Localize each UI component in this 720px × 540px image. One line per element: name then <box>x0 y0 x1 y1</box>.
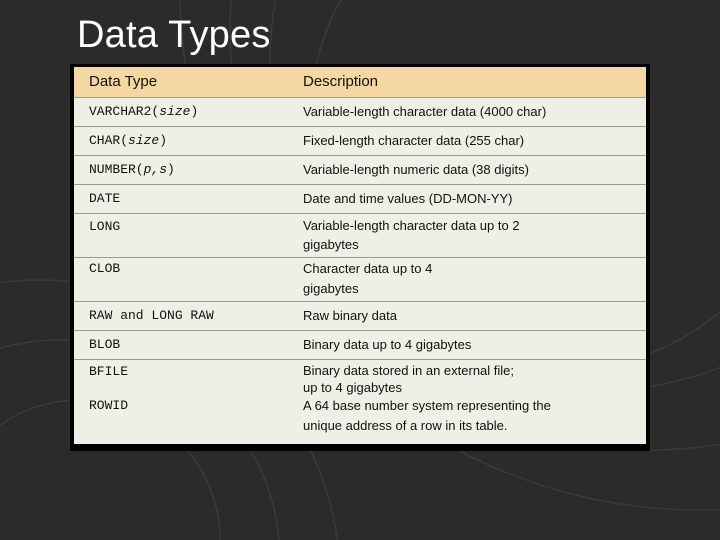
row-description: Binary data stored in an external file; up to 4 gigabytes <box>286 359 646 396</box>
type-name: CHAR( <box>89 133 129 148</box>
row-type <box>74 213 286 257</box>
row-type <box>74 97 286 126</box>
row-type <box>74 396 286 444</box>
table-row <box>74 359 646 396</box>
table-row <box>74 396 646 444</box>
header-data-type: Data Type <box>74 67 286 97</box>
type-arg: size <box>159 104 191 119</box>
type-name: NUMBER( <box>89 162 144 177</box>
table-row <box>74 301 646 330</box>
type-close: ) <box>167 162 175 177</box>
table-row <box>74 257 646 301</box>
row-type <box>74 330 286 359</box>
data-types-table <box>74 67 646 444</box>
type-name: LONG <box>89 218 121 234</box>
table-header-row <box>74 67 646 97</box>
row-type <box>74 155 286 184</box>
table-row <box>74 330 646 359</box>
data-types-table-frame <box>70 64 650 451</box>
row-description: Fixed-length character data (255 char) <box>286 126 646 155</box>
table-row <box>74 213 646 257</box>
type-name: RAW and LONG RAW <box>89 308 214 323</box>
type-name: DATE <box>89 191 121 206</box>
table-row <box>74 97 646 126</box>
type-name: BFILE <box>89 363 129 379</box>
type-name: ROWID <box>89 397 129 413</box>
type-close: ) <box>159 133 168 148</box>
row-description: Character data up to 4 gigabytes <box>286 257 646 301</box>
row-type <box>74 184 286 213</box>
row-description: Variable-length character data (4000 char) <box>286 97 646 126</box>
row-description: Variable-length character data up to 2 gigabytes <box>286 213 646 257</box>
row-description: Raw binary data <box>286 301 646 330</box>
row-description: Date and time values (DD-MON-YY) <box>286 184 646 213</box>
table-row <box>74 126 646 155</box>
row-description: Variable-length numeric data (38 digits) <box>286 155 646 184</box>
type-name: CLOB <box>89 260 121 276</box>
row-description: A 64 base number system representing the unique address of a row in its table. <box>303 397 551 433</box>
row-type <box>74 301 286 330</box>
row-type <box>74 126 286 155</box>
type-close: ) <box>190 104 199 119</box>
header-description: Description <box>286 67 646 97</box>
type-name: VARCHAR2( <box>89 104 160 119</box>
row-type <box>74 257 286 301</box>
table-row <box>74 184 646 213</box>
type-arg: size <box>128 133 160 148</box>
type-arg: p,s <box>143 162 168 177</box>
row-type <box>74 359 286 396</box>
row-description: Binary data up to 4 gigabytes <box>286 330 646 359</box>
table-row <box>74 155 646 184</box>
type-name: BLOB <box>89 337 121 352</box>
slide-title: Data Types <box>77 14 271 56</box>
